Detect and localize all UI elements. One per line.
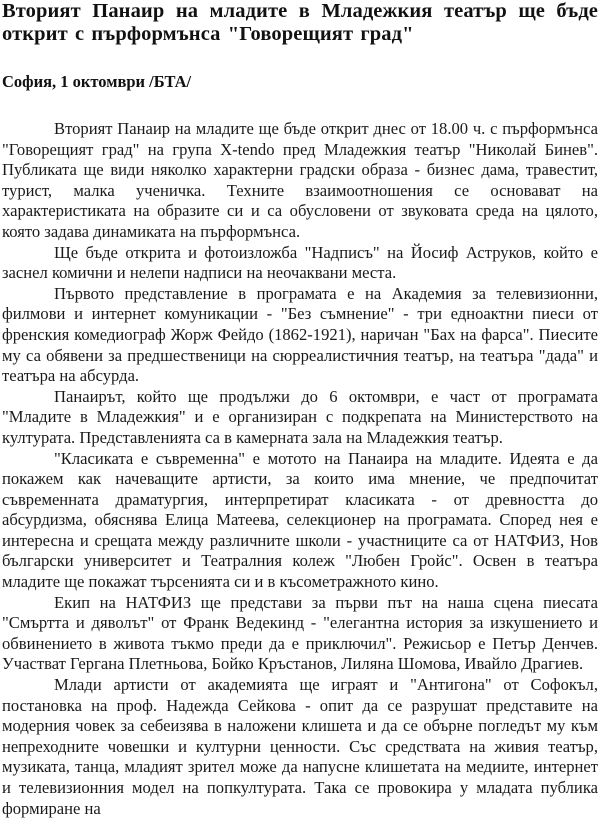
paragraph-natfiz-play: Екип на НАТФИЗ ще представи за първи път на наша сцена пиесата "Смъртта и дяволът" от Франк Ведекинд - "елегантна история за изкушението и обвинението в живота тъкмо преди да е приключил". Режисьор е Петър Денчев. Участват Гергана Плетньова, Бойко Кръстанов, Лиляна Шомова, Ивайло Драгиев. xyxy=(2,592,598,674)
article-title-line-2: открит с пърформънса "Говорещият град" xyxy=(2,23,414,45)
paragraph-first-performance: Първото представление в програмата е на Академия за телевизионни, филмови и интернет комуникации - "Без съмнение" - три едноактни пиеси от френския комедиограф Жорж Фейдо (1862-1921), наричан "Бах на фарса". Пиесите му са обявени за предшественици на сюрреалистичния театър, на театъра "дада" и театъра на абсурда. xyxy=(2,283,598,386)
paragraph-photo-exhibition: Ще бъде открита и фотоизложба "Надписъ" на Йосиф Аструков, който е заснел комични и нелепи надписи на неочаквани места. xyxy=(2,242,598,283)
article-title-line-1: Вторият Панаир на младите в Младежкия театър ще бъде xyxy=(2,0,598,22)
paragraph-opening: Вторият Панаир на младите ще бъде открит днес от 18.00 ч. с пърформънса "Говорещият град" на група X-tendo пред Младежкия театър "Николай Бинев". Публиката ще види няколко характерни градски образа - бизнес дама, травестит, турист, малка ученичка. Техните взаимоотношения се основават на характеристиката на образите си и са обусловени от звуковата среда на цялото, която задава динамиката на пърформънса. xyxy=(2,119,598,241)
article-body xyxy=(2,119,598,819)
article-title xyxy=(2,0,598,46)
paragraph-motto: "Класиката е съвременна" е мотото на Панаира на младите. Идеята е да покажем как начеващите артисти, за които има мнение, че предпочитат съвременната драматургия, интерпретират класиката - от древността до абсурдизма, обяснява Елица Матеева, селекционер на програмата. Според нея е интересна и срещата между различните школи - участниците са от НАТФИЗ, Нов български университет и Театралния колеж "Любен Гройс". Освен в театъра младите ще покажат търсенията си и в късометражното кино. xyxy=(2,448,598,592)
document-page xyxy=(2,0,598,818)
paragraph-fair-dates: Панаирът, който ще продължи до 6 октомври, е част от програмата "Младите в Младежкия" и е организиран с подкрепата на Министерството на културата. Представленията са в камерната зала на Младежкия театър. xyxy=(2,386,598,447)
paragraph-antigone: Млади артисти от академията ще играят и "Антигона" от Софокъл, постановка на проф. Надежда Сейкова - опит да се разрушат представите на модерния човек за себеизява в наложени клишета и да се обърне погледът му към непреходните човешки и културни ценности. Със средствата на живия театър, музиката, танца, младият зрител може да напусне клишетата на медиите, интернет и телевизионния модел на попкултурата. Така се провокира у младата публика формиране на xyxy=(2,675,598,818)
article-dateline: София, 1 октомври /БТА/ xyxy=(2,72,192,91)
